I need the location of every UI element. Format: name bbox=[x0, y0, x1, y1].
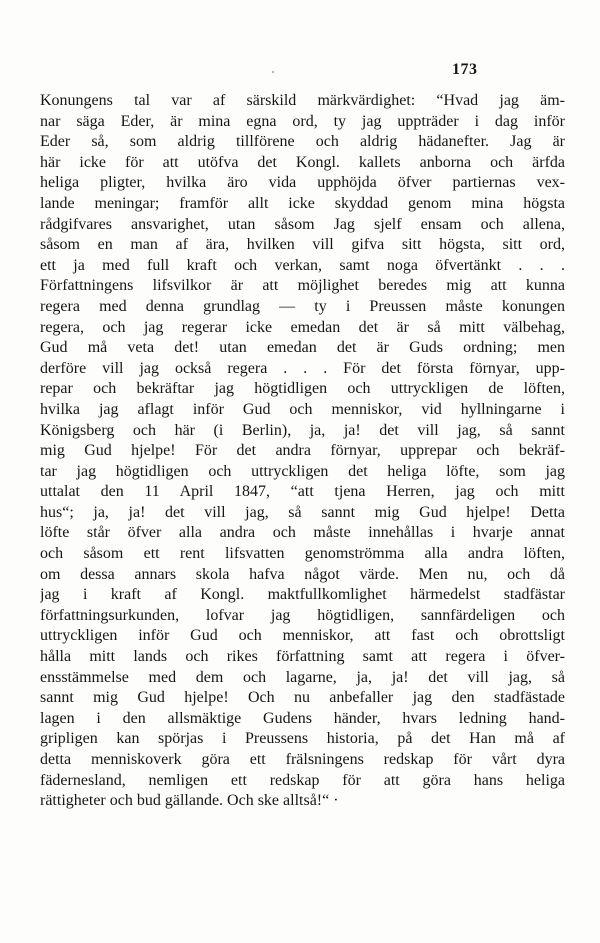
text-line: såsom en man af ära, hvilken vill gifva sitt högsta, sitt ord, bbox=[40, 236, 565, 254]
text-line: uttryckligen inför Gud och menniskor, att fast och obrottsligt bbox=[40, 627, 565, 645]
text-line: hvilka jag aflagt inför Gud och menniskor, vid hyllningarne i bbox=[40, 400, 565, 418]
text-line: gripligen kan spörjas i Preussens historia, på det Han må af bbox=[40, 730, 565, 748]
text-line: ensstämmelse med dem och lagarne, ja, ja! det vill jag, så bbox=[40, 668, 565, 686]
text-line: uttalat den 11 April 1847, “att tjena Herren, jag och mitt bbox=[40, 483, 565, 501]
text-line: författningsurkunden, lofvar jag högtidligen, sannfärdeligen och bbox=[40, 606, 565, 624]
text-line: regera med denna grundlag — ty i Preussen måste konungen bbox=[40, 297, 565, 315]
text-line: ett ja med full kraft och verkan, samt noga öfvertänkt . . . bbox=[40, 256, 565, 274]
text-line: heliga pligter, hvilka äro vida upphöjda öfver partiernas vex- bbox=[40, 174, 565, 192]
text-line: här icke för att utöfva det Kongl. kallets anborna och ärfda bbox=[40, 153, 565, 171]
text-line: Författningens lifsvilkor är att möjlighet beredes mig att kunna bbox=[40, 277, 565, 295]
text-line: Königsberg och här (i Berlin), ja, ja! det vill jag, så sannt bbox=[40, 421, 565, 439]
text-line: nar säga Eder, är mina egna ord, ty jag uppträder i dag inför bbox=[40, 112, 565, 130]
text-line: sannt mig Gud hjelpe! Och nu anbefaller jag den stadfästade bbox=[40, 689, 565, 707]
text-line: om dessa annars skola hafva något värde. Men nu, och då bbox=[40, 565, 565, 583]
text-line: löfte står öfver alla andra och måste innehållas i hvarje annat bbox=[40, 524, 565, 542]
text-line: och såsom ett rent lifsvatten genomströmma alla andra löften, bbox=[40, 545, 565, 563]
print-speck bbox=[272, 71, 274, 73]
text-line: fädernesland, nemligen ett redskap för att göra hans heliga bbox=[40, 771, 565, 789]
text-line: repar och bekräftar jag högtidligen och uttryckligen de löften, bbox=[40, 380, 565, 398]
text-line: Konungens tal var af särskild märkvärdighet: “Hvad jag äm- bbox=[40, 92, 565, 109]
text-line: Gud må veta det! utan emedan det är Guds ordning; men bbox=[40, 339, 565, 357]
text-line: lagen i den allsmäktige Gudens händer, hvars ledning hand- bbox=[40, 709, 565, 727]
text-line: jag i kraft af Kongl. maktfullkomlighet härmedelst stadfästar bbox=[40, 586, 565, 604]
text-line: lande meningar; framför allt icke skyddad genom mina högsta bbox=[40, 194, 565, 212]
text-line: rådgifvares ansvarighet, utan såsom Jag sjelf ensam och allena, bbox=[40, 215, 565, 233]
text-line: regera, och jag regerar icke emedan det är så mitt välbehag, bbox=[40, 318, 565, 336]
page-number: 173 bbox=[452, 61, 478, 78]
text-line: mig Gud hjelpe! För det andra förnyar, upprepar och bekräf- bbox=[40, 442, 565, 460]
text-line: hålla mitt lands och rikes författning samt att regera i öfver- bbox=[40, 648, 565, 666]
text-line: derföre vill jag också regera . . . För det första förnyar, upp- bbox=[40, 359, 565, 377]
body-text bbox=[40, 91, 565, 812]
text-line: hus“; ja, ja! det vill jag, så sannt mig Gud hjelpe! Detta bbox=[40, 503, 565, 521]
text-line: rättigheter och bud gällande. Och ske alltså!“ · bbox=[40, 792, 339, 810]
text-line: tar jag högtidligen och uttryckligen det heliga löfte, som jag bbox=[40, 462, 565, 480]
text-line: detta menniskoverk göra ett frälsningens redskap för vårt dyra bbox=[40, 751, 565, 768]
text-line: Eder så, som aldrig tillförene och aldrig hädanefter. Jag är bbox=[40, 133, 565, 151]
